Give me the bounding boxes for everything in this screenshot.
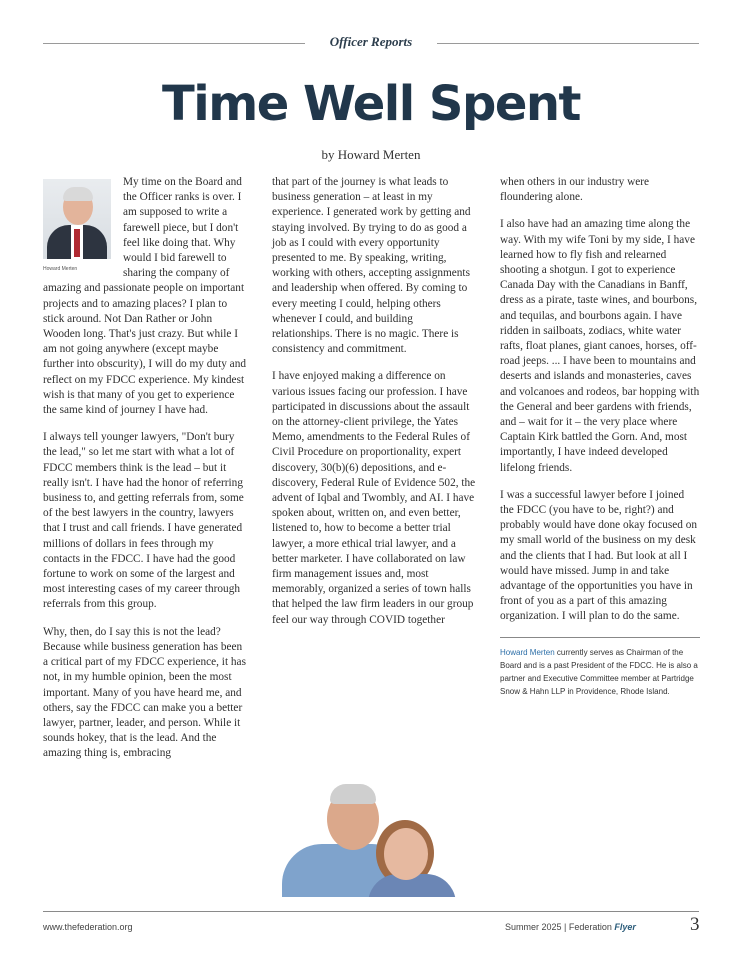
bio-author-name: Howard Merten [500,647,555,657]
paragraph: I have enjoyed making a difference on various issues facing our profession. I have participated in discussions about the assault on the attorney-client privilege, the Yates Memo, amendments to the Federal Rules of Civil Procedure on proportionality, expert discovery, 30(b)(6) depositions, and e-discovery, Federal Rule of Evidence 502, the advent of Iqbal and Twombly, and AI. I have spoken about, written on, and even better, listened to, how to become a better trial lawyer, a more ethical trial lawyer, and a better marketer. I have collaborated on law firm management issues and, most memorably, organized a series of town halls that helped the law firm leaders in our group feel our way through COVID together [272,370,476,626]
couple-photo [272,782,462,897]
issue-label: Summer 2025 | Federation [505,922,615,932]
photo-caption: Howard Merten [43,266,78,272]
magazine-name: Flyer [614,922,636,932]
paragraph: I also have had an amazing time along the way. With my wife Toni by my side, I have learned how to fly fish and relearned shooting a shotgun. I got to experience Canada Day with the Canadians in Banff, dress as a pirate, taste wines, and bourbons, and tequilas, and bourbons again. I have ridden in sailboats, zodiacs, white water rafts, float planes, giant canoes, horses, off-road jeeps. ... I have been to mountains and deserts and islands and monasteries, caves and volcanoes and rodeos, bar hopping with the General and beer gardens with friends, and – wait for it – the very place where Captain Kirk battled the Gorn. And, most importantly, I have indeed developed lifelong friends. [500,218,700,474]
column-1 [43,175,248,774]
article-title: Time Well Spent [162,76,580,132]
footer-issue [505,922,636,932]
column-3 [500,175,700,698]
author-photo-box [43,179,115,271]
paragraph: Why, then, do I say this is not the lead? Because while business generation has been a critical part of my FDCC experience, it has not, in my humble opinion, been the most important. Many of you have heard me, and others, say the FDCC can make you a better lawyer, partner, leader, and person. While it sounds hokey, that is the lead. And the amazing thing is, embracing [43,625,246,760]
header-rule-left [43,43,305,44]
paragraph: I was a successful lawyer before I joined the FDCC (you have to be, right?) and probably would have done okay focused on my small world of the business on my desk and the clients that I had. But look at all I would have missed. Jump in and take advantage of the opportunities you have in front of you as a part of this amazing organization. I will plan to do the same. [500,488,698,623]
paragraph: I always tell younger lawyers, "Don't bury the lead," so let me start with what a lot of FDCC members think is the lead – but it really isn't. I have had the honor of referring business to, and getting referrals from, some of the best lawyers in the country, lawyers that I trust and call friends. I have generated millions of dollars in fees through my contacts in the FDCC. I have had the good fortune to work on some of the largest and most interesting cases of my career through referrals from this group. [43,431,244,611]
paragraph: My time on the Board and the Officer ranks is over. I am supposed to write a farewell piece, but I don't feel like doing that. Why would I bid farewell to sharing the company of amazing and passionate people on important projects and to amazing places? I plan to stick around. Not Dan Rather or John Wooden long. That's just crazy. But while I am not going anywhere (except maybe further into obscurity), I will do my duty and reflect on my FDCC experience. My kindest wish is that many of you get to experience the same kind of journey I have had. [43,176,246,417]
section-label: Officer Reports [329,34,413,49]
footer-rule [43,911,699,912]
page-number: 3 [690,914,700,935]
author-photo [43,179,111,259]
paragraph: when others in our industry were floundering alone. [500,176,650,204]
paragraph: that part of the journey is what leads to business generation – at least in my experience. I generated work by getting and staying involved. By trying to do as good a job as I could with every opportunity presented to me. By speaking, writing, working with others, accepting assignments and leadership when offered. By coming to every meeting I could, helping others whenever I could, and building relationships. There is no magic. There is consistency and commitment. [272,176,471,356]
column-2 [272,175,476,640]
byline: by Howard Merten [321,147,421,162]
footer-website[interactable]: www.thefederation.org [43,922,133,932]
author-bio [500,637,700,698]
bio-text: currently serves as Chairman of the Board and is a past President of the FDCC. He is also a partner and Executive Committee member at Partridge Snow & Hahn LLP in Providence, Rhode Island. [500,647,698,696]
header-rule-right [437,43,699,44]
